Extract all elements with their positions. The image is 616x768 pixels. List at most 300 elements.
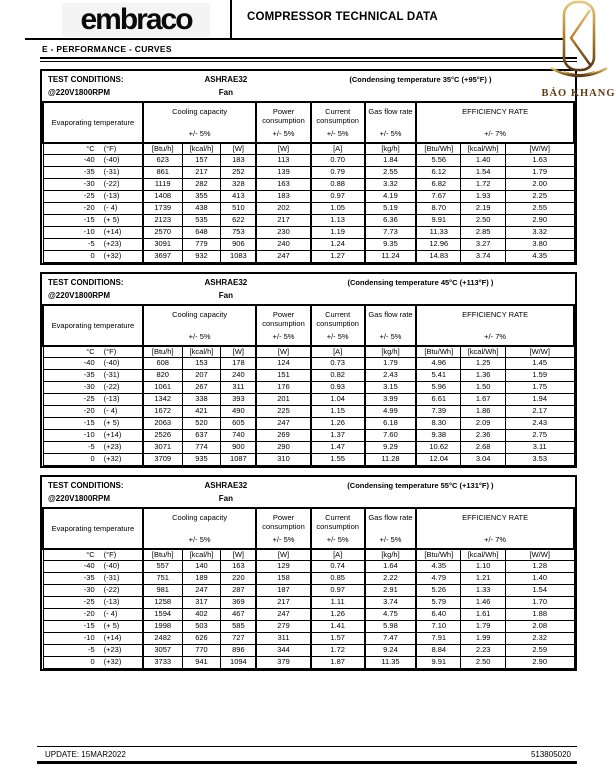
value-cell: 1.25 [461, 358, 506, 370]
value-cell: 1739 [143, 203, 182, 215]
evaporating-temperature-value [43, 227, 143, 239]
value-cell: 1083 [221, 251, 257, 263]
value-cell: 11.28 [365, 454, 417, 466]
temp-fahrenheit: (-22) [103, 179, 120, 189]
value-cell: 1.15 [311, 406, 365, 418]
refrigerant-value: ASHRAE32 [204, 75, 248, 84]
value-cell: 1.84 [365, 155, 417, 167]
voltage-speed-label: @220V1800RPM [48, 494, 111, 503]
unit-w-power: [W] [256, 143, 310, 155]
test-conditions-label: TEST CONDITIONS: [48, 278, 124, 287]
header-rule [25, 38, 565, 40]
value-cell: 1.75 [505, 382, 574, 394]
temp-fahrenheit: (+32) [103, 657, 122, 667]
value-cell: 1.86 [461, 406, 506, 418]
value-cell: 6.18 [365, 418, 417, 430]
value-cell: 623 [143, 155, 182, 167]
data-row [43, 179, 574, 191]
value-cell: 5.79 [416, 597, 461, 609]
temp-celsius: -15 [83, 621, 95, 631]
evaporating-temperature-value [43, 657, 143, 669]
value-cell: 1.79 [365, 358, 417, 370]
value-cell: 290 [256, 442, 310, 454]
value-cell: 393 [221, 394, 257, 406]
data-row [43, 382, 574, 394]
value-cell: 379 [256, 657, 310, 669]
value-cell: 3.80 [505, 239, 574, 251]
value-cell: 5.98 [365, 621, 417, 633]
value-cell: 3.32 [365, 179, 417, 191]
value-cell: 932 [182, 251, 221, 263]
evaporating-temperature-value [43, 418, 143, 430]
value-cell: 217 [256, 215, 310, 227]
value-cell: 2482 [143, 633, 182, 645]
power-consumption-header: Power consumption +/- 5% [256, 103, 310, 143]
unit-w: [W] [221, 143, 257, 155]
value-cell: 247 [256, 418, 310, 430]
performance-grid [42, 102, 575, 263]
value-cell: 1.27 [311, 251, 365, 263]
unit-ww: [W/W] [505, 549, 574, 561]
unit-kgh: [kg/h] [365, 549, 417, 561]
value-cell: 282 [182, 179, 221, 191]
value-cell: 4.79 [416, 573, 461, 585]
evaporating-temperature-value [43, 442, 143, 454]
data-row [43, 657, 574, 669]
temp-fahrenheit: (-40) [103, 155, 120, 165]
value-cell: 11.24 [365, 251, 417, 263]
gas-flow-rate-header: Gas flow rate +/- 5% [365, 306, 417, 346]
data-row [43, 167, 574, 179]
value-cell: 9.29 [365, 442, 417, 454]
value-cell: 585 [221, 621, 257, 633]
evaporating-temperature-header: Evaporating temperature [43, 103, 143, 143]
power-consumption-header: Power consumption +/- 5% [256, 509, 310, 549]
evaporating-temperature-value [43, 358, 143, 370]
value-cell: 317 [182, 597, 221, 609]
test-conditions-block [42, 477, 575, 508]
value-cell: 310 [256, 454, 310, 466]
value-cell: 1594 [143, 609, 182, 621]
value-cell: 163 [221, 561, 257, 573]
value-cell: 1119 [143, 179, 182, 191]
value-cell: 9.38 [416, 430, 461, 442]
value-cell: 1087 [221, 454, 257, 466]
data-row [43, 561, 574, 573]
unit-w: [W] [221, 346, 257, 358]
value-cell: 124 [256, 358, 310, 370]
value-cell: 1.41 [311, 621, 365, 633]
value-cell: 467 [221, 609, 257, 621]
value-cell: 3.99 [365, 394, 417, 406]
value-cell: 2.90 [505, 215, 574, 227]
value-cell: 4.19 [365, 191, 417, 203]
value-cell: 2.85 [461, 227, 506, 239]
temp-fahrenheit: (+23) [103, 442, 122, 452]
evaporating-temperature-value [43, 585, 143, 597]
value-cell: 1.64 [365, 561, 417, 573]
value-cell: 438 [182, 203, 221, 215]
units-row [43, 143, 574, 155]
temp-celsius: 0 [90, 454, 95, 464]
value-cell: 1.40 [505, 573, 574, 585]
data-row [43, 191, 574, 203]
evaporating-temperature-value [43, 179, 143, 191]
temp-fahrenheit: (-31) [103, 573, 120, 583]
data-row [43, 430, 574, 442]
value-cell: 240 [221, 370, 257, 382]
value-cell: 740 [221, 430, 257, 442]
data-row [43, 203, 574, 215]
test-conditions-block [42, 71, 575, 102]
value-cell: 0.93 [311, 382, 365, 394]
temp-units: °C (°F) [43, 346, 143, 358]
value-cell: 1.45 [505, 358, 574, 370]
value-cell: 1.88 [505, 609, 574, 621]
value-cell: 3091 [143, 239, 182, 251]
evaporating-temperature-value [43, 215, 143, 227]
value-cell: 1.05 [311, 203, 365, 215]
efficiency-rate-header: EFFICIENCY RATE +/- 7% [416, 509, 574, 549]
evaporating-temperature-value [43, 645, 143, 657]
evaporating-temperature-value [43, 203, 143, 215]
value-cell: 1.54 [505, 585, 574, 597]
bao-khang-logo [541, 0, 616, 99]
temp-celsius: -10 [83, 633, 95, 643]
value-cell: 503 [182, 621, 221, 633]
value-cell: 421 [182, 406, 221, 418]
temp-fahrenheit: (-40) [103, 561, 120, 571]
value-cell: 0.73 [311, 358, 365, 370]
value-cell: 11.33 [416, 227, 461, 239]
unit-w: [W] [221, 549, 257, 561]
performance-table [40, 272, 577, 468]
evaporating-temperature-value [43, 573, 143, 585]
value-cell: 6.61 [416, 394, 461, 406]
performance-grid [42, 508, 575, 669]
value-cell: 861 [143, 167, 182, 179]
performance-grid [42, 305, 575, 466]
value-cell: 2.08 [505, 621, 574, 633]
value-cell: 1.55 [311, 454, 365, 466]
value-cell: 247 [256, 609, 310, 621]
value-cell: 4.75 [365, 609, 417, 621]
voltage-speed-label: @220V1800RPM [48, 291, 111, 300]
temp-celsius: -5 [87, 239, 95, 249]
unit-kgh: [kg/h] [365, 346, 417, 358]
gas-flow-rate-header: Gas flow rate +/- 5% [365, 103, 417, 143]
unit-btuh: [Btu/h] [143, 549, 182, 561]
temp-celsius: -40 [83, 155, 95, 165]
data-row [43, 633, 574, 645]
value-cell: 1.79 [505, 167, 574, 179]
temp-celsius: -20 [83, 609, 95, 619]
temp-fahrenheit: (-31) [103, 370, 120, 380]
value-cell: 0.79 [311, 167, 365, 179]
cooling-capacity-header: Cooling capacity +/- 5% [143, 509, 257, 549]
bao-khang-text: BẢO KHANG [541, 88, 616, 99]
value-cell: 1094 [221, 657, 257, 669]
temp-celsius: -35 [83, 370, 95, 380]
value-cell: 344 [256, 645, 310, 657]
value-cell: 3733 [143, 657, 182, 669]
value-cell: 11.35 [365, 657, 417, 669]
temp-celsius: -30 [83, 382, 95, 392]
performance-table [40, 69, 577, 265]
group-header-row [43, 103, 574, 143]
temp-celsius: -40 [83, 561, 95, 571]
unit-btuwh: [Btu/Wh] [416, 549, 461, 561]
value-cell: 9.91 [416, 657, 461, 669]
temp-celsius: -35 [83, 573, 95, 583]
power-consumption-header: Power consumption +/- 5% [256, 306, 310, 346]
condensing-temperature: (Condensing temperature 35°C (+95°F) ) [349, 75, 492, 84]
embraco-wordmark: embraco [80, 3, 192, 36]
temp-celsius: -35 [83, 167, 95, 177]
value-cell: 0.97 [311, 585, 365, 597]
value-cell: 2.59 [505, 645, 574, 657]
value-cell: 163 [256, 179, 310, 191]
temp-fahrenheit: (- 4) [103, 609, 118, 619]
unit-btuwh: [Btu/Wh] [416, 143, 461, 155]
evaporating-temperature-value [43, 406, 143, 418]
value-cell: 557 [143, 561, 182, 573]
value-cell: 202 [256, 203, 310, 215]
value-cell: 490 [221, 406, 257, 418]
value-cell: 7.60 [365, 430, 417, 442]
value-cell: 217 [256, 597, 310, 609]
value-cell: 5.56 [416, 155, 461, 167]
evaporating-temperature-value [43, 609, 143, 621]
value-cell: 14.83 [416, 251, 461, 263]
value-cell: 230 [256, 227, 310, 239]
value-cell: 183 [256, 191, 310, 203]
value-cell: 2.68 [461, 442, 506, 454]
evaporating-temperature-value [43, 430, 143, 442]
value-cell: 158 [256, 573, 310, 585]
value-cell: 1.94 [505, 394, 574, 406]
value-cell: 1.57 [311, 633, 365, 645]
unit-kcalwh: [kcal/Wh] [461, 549, 506, 561]
value-cell: 279 [256, 621, 310, 633]
value-cell: 9.91 [416, 215, 461, 227]
value-cell: 2.19 [461, 203, 506, 215]
value-cell: 1.11 [311, 597, 365, 609]
value-cell: 1.40 [461, 155, 506, 167]
value-cell: 220 [221, 573, 257, 585]
temp-celsius: -5 [87, 645, 95, 655]
value-cell: 1.59 [505, 370, 574, 382]
condensing-temperature: (Condensing temperature 45°C (+113°F) ) [347, 278, 494, 287]
unit-w-power: [W] [256, 346, 310, 358]
temp-celsius: -15 [83, 215, 95, 225]
value-cell: 3709 [143, 454, 182, 466]
value-cell: 6.12 [416, 167, 461, 179]
evaporating-temperature-value [43, 633, 143, 645]
value-cell: 648 [182, 227, 221, 239]
temp-fahrenheit: (+32) [103, 454, 122, 464]
refrigerant-value: ASHRAE32 [204, 481, 248, 490]
value-cell: 4.35 [416, 561, 461, 573]
tables-area [40, 69, 577, 678]
value-cell: 0.97 [311, 191, 365, 203]
temp-fahrenheit: (+32) [103, 251, 122, 261]
value-cell: 7.47 [365, 633, 417, 645]
temp-fahrenheit: (+14) [103, 430, 122, 440]
data-row [43, 358, 574, 370]
unit-kcalwh: [kcal/Wh] [461, 346, 506, 358]
temp-fahrenheit: (+23) [103, 239, 122, 249]
evaporating-temperature-value [43, 621, 143, 633]
value-cell: 3.74 [461, 251, 506, 263]
temp-celsius: -20 [83, 203, 95, 213]
value-cell: 751 [143, 573, 182, 585]
test-conditions-label: TEST CONDITIONS: [48, 481, 124, 490]
temp-fahrenheit: (-13) [103, 191, 120, 201]
value-cell: 3.74 [365, 597, 417, 609]
unit-btuwh: [Btu/Wh] [416, 346, 461, 358]
value-cell: 3697 [143, 251, 182, 263]
unit-kcalh: [kcal/h] [182, 346, 221, 358]
value-cell: 189 [182, 573, 221, 585]
value-cell: 4.96 [416, 358, 461, 370]
value-cell: 3.53 [505, 454, 574, 466]
evaporating-temperature-value [43, 191, 143, 203]
temp-celsius: -10 [83, 430, 95, 440]
value-cell: 1.61 [461, 609, 506, 621]
value-cell: 1.47 [311, 442, 365, 454]
temp-fahrenheit: (+23) [103, 645, 122, 655]
data-row [43, 454, 574, 466]
value-cell: 12.04 [416, 454, 461, 466]
evaporating-temperature-value [43, 454, 143, 466]
value-cell: 247 [256, 251, 310, 263]
value-cell: 2.25 [505, 191, 574, 203]
value-cell: 4.35 [505, 251, 574, 263]
value-cell: 153 [182, 358, 221, 370]
value-cell: 1.19 [311, 227, 365, 239]
value-cell: 7.73 [365, 227, 417, 239]
cooling-capacity-header: Cooling capacity +/- 5% [143, 306, 257, 346]
refrigerant-value: ASHRAE32 [204, 278, 248, 287]
value-cell: 402 [182, 609, 221, 621]
test-conditions-block [42, 274, 575, 305]
data-row [43, 597, 574, 609]
value-cell: 240 [256, 239, 310, 251]
temp-units: °C (°F) [43, 549, 143, 561]
value-cell: 1.63 [505, 155, 574, 167]
value-cell: 1.54 [461, 167, 506, 179]
evaporating-temperature-value [43, 155, 143, 167]
value-cell: 6.36 [365, 215, 417, 227]
value-cell: 7.10 [416, 621, 461, 633]
value-cell: 5.26 [416, 585, 461, 597]
gas-flow-rate-header: Gas flow rate +/- 5% [365, 509, 417, 549]
unit-btuh: [Btu/h] [143, 143, 182, 155]
value-cell: 2526 [143, 430, 182, 442]
temp-celsius: -30 [83, 585, 95, 595]
value-cell: 2.90 [505, 657, 574, 669]
value-cell: 2.75 [505, 430, 574, 442]
value-cell: 1.72 [461, 179, 506, 191]
performance-table [40, 475, 577, 671]
temp-celsius: -10 [83, 227, 95, 237]
value-cell: 2.50 [461, 657, 506, 669]
data-row [43, 645, 574, 657]
fan-label: Fan [218, 291, 233, 300]
value-cell: 4.99 [365, 406, 417, 418]
temp-fahrenheit: (-31) [103, 167, 120, 177]
value-cell: 2063 [143, 418, 182, 430]
value-cell: 7.91 [416, 633, 461, 645]
value-cell: 2.91 [365, 585, 417, 597]
value-cell: 7.67 [416, 191, 461, 203]
value-cell: 753 [221, 227, 257, 239]
value-cell: 2.50 [461, 215, 506, 227]
cooling-capacity-header: Cooling capacity +/- 5% [143, 103, 257, 143]
fan-label: Fan [218, 88, 233, 97]
value-cell: 12.96 [416, 239, 461, 251]
document-title: COMPRESSOR TECHNICAL DATA [247, 11, 438, 23]
value-cell: 3057 [143, 645, 182, 657]
value-cell: 247 [182, 585, 221, 597]
value-cell: 217 [182, 167, 221, 179]
value-cell: 183 [221, 155, 257, 167]
value-cell: 935 [182, 454, 221, 466]
section-rule [40, 57, 577, 62]
data-row [43, 585, 574, 597]
value-cell: 906 [221, 239, 257, 251]
value-cell: 129 [256, 561, 310, 573]
value-cell: 1.26 [311, 609, 365, 621]
value-cell: 338 [182, 394, 221, 406]
value-cell: 9.35 [365, 239, 417, 251]
value-cell: 8.30 [416, 418, 461, 430]
evaporating-temperature-value [43, 561, 143, 573]
value-cell: 2.32 [505, 633, 574, 645]
current-consumption-header: Current consumption +/- 5% [311, 509, 365, 549]
temp-celsius: 0 [90, 657, 95, 667]
value-cell: 727 [221, 633, 257, 645]
value-cell: 1672 [143, 406, 182, 418]
data-row [43, 442, 574, 454]
value-cell: 1258 [143, 597, 182, 609]
value-cell: 2.09 [461, 418, 506, 430]
evaporating-temperature-value [43, 251, 143, 263]
data-row [43, 251, 574, 263]
value-cell: 0.85 [311, 573, 365, 585]
value-cell: 1.21 [461, 573, 506, 585]
value-cell: 201 [256, 394, 310, 406]
value-cell: 626 [182, 633, 221, 645]
value-cell: 2.43 [365, 370, 417, 382]
document-code: 513805020 [530, 750, 571, 759]
value-cell: 139 [256, 167, 310, 179]
value-cell: 225 [256, 406, 310, 418]
temp-celsius: 0 [90, 251, 95, 261]
evaporating-temperature-value [43, 394, 143, 406]
value-cell: 0.70 [311, 155, 365, 167]
value-cell: 178 [221, 358, 257, 370]
temp-celsius: -15 [83, 418, 95, 428]
data-row [43, 227, 574, 239]
value-cell: 0.74 [311, 561, 365, 573]
fan-label: Fan [218, 494, 233, 503]
value-cell: 287 [221, 585, 257, 597]
unit-ww: [W/W] [505, 346, 574, 358]
data-row [43, 239, 574, 251]
temp-fahrenheit: (-22) [103, 585, 120, 595]
